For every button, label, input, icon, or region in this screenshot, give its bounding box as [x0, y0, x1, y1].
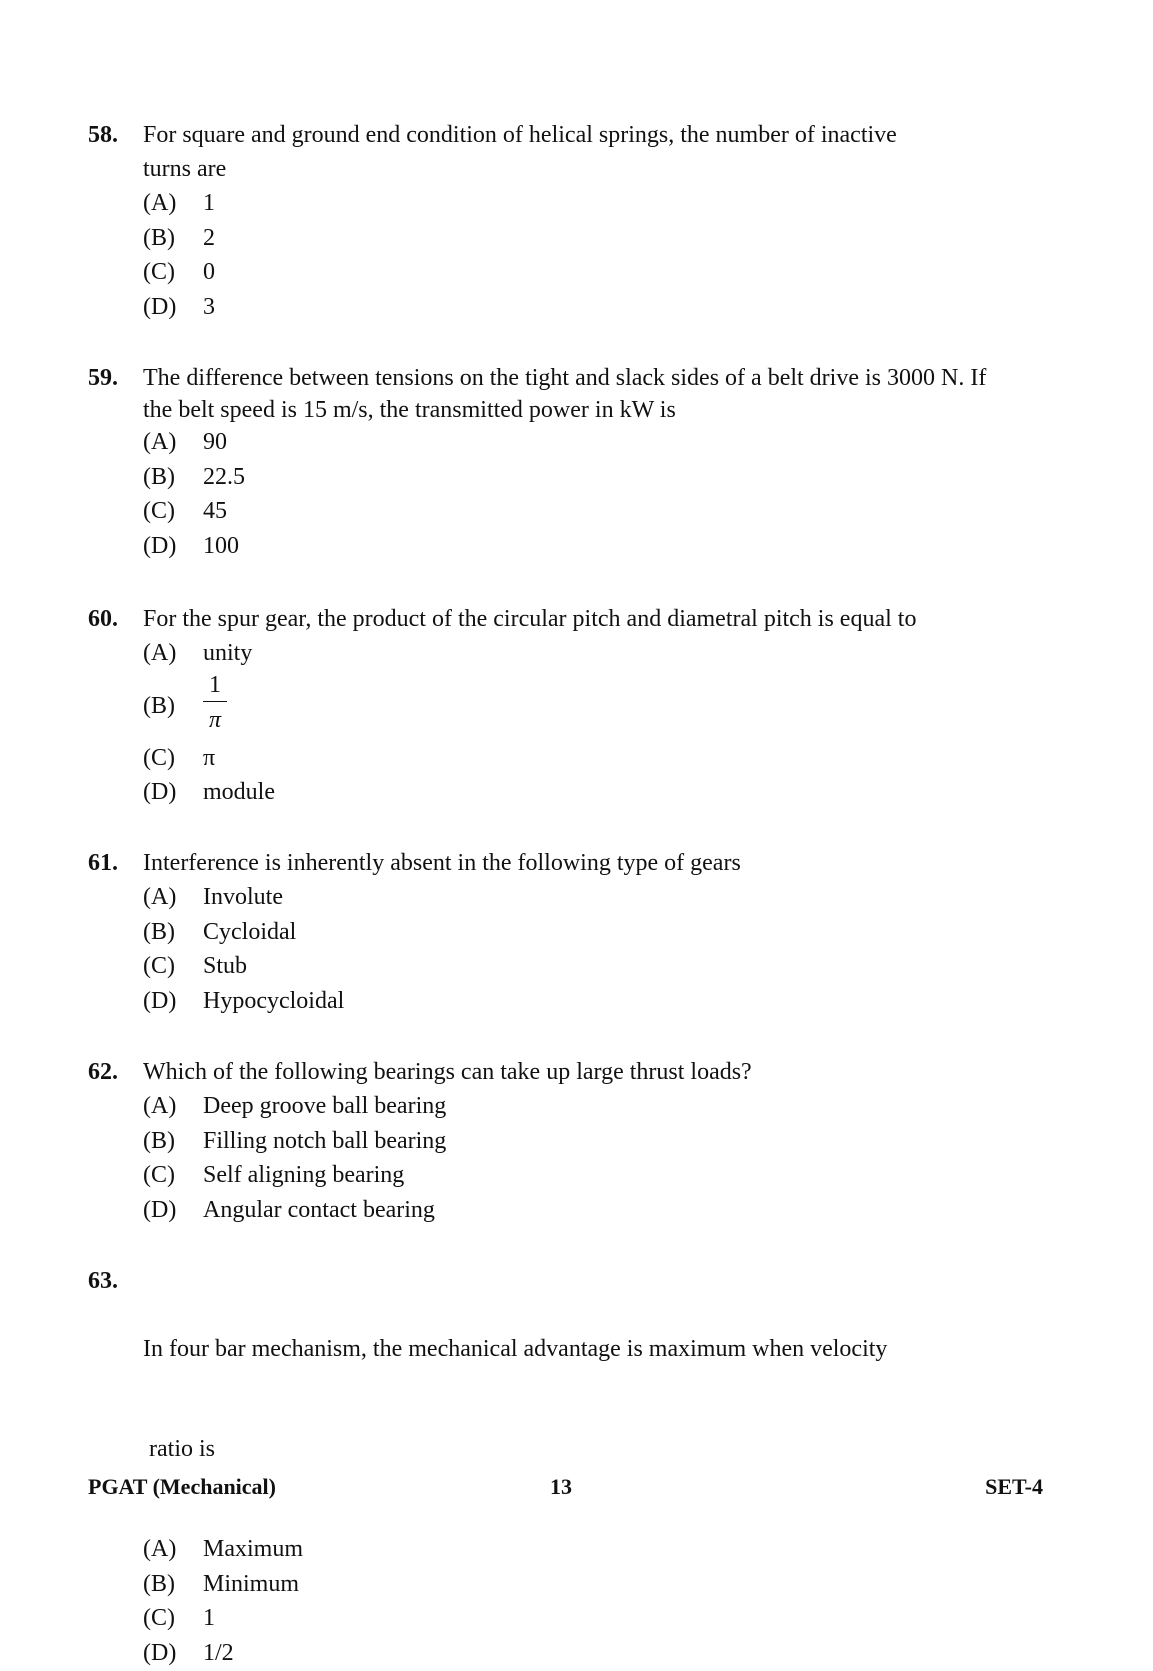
question-number: 63. [88, 1268, 118, 1294]
option-text: 100 [203, 533, 239, 560]
option-text: 0 [203, 259, 215, 286]
option-text: 90 [203, 429, 227, 455]
option-label: (C) [143, 1605, 175, 1632]
option-label: (D) [143, 294, 177, 321]
question-number: 61. [88, 850, 118, 876]
question-number: 60. [88, 606, 118, 632]
stem-line: For the spur gear, the product of the circular pitch and diametral pitch is equal to [143, 606, 917, 632]
option-text: 45 [203, 498, 227, 525]
option-label: (A) [143, 1093, 177, 1119]
option-text: Involute [203, 884, 283, 910]
option-c [88, 1158, 1068, 1193]
option-text: Maximum [203, 1536, 303, 1562]
question-number: 59. [88, 365, 118, 391]
option-text: 3 [203, 294, 215, 321]
option-c [88, 494, 1068, 529]
fraction-numerator: 1 [203, 673, 227, 702]
option-b [88, 1124, 1068, 1159]
option-text: Deep groove ball bearing [203, 1093, 447, 1119]
option-b [88, 915, 1068, 950]
question-stem [143, 118, 1068, 186]
option-b [88, 221, 1068, 256]
option-d [88, 1193, 1068, 1228]
question-58 [88, 118, 1068, 325]
option-c [88, 741, 1068, 776]
option-a [88, 1089, 1068, 1124]
question-stem [143, 602, 1068, 636]
option-label: (A) [143, 884, 177, 910]
stem-line: ratio is [143, 1436, 215, 1462]
option-text: Minimum [203, 1570, 300, 1597]
page-footer [88, 1470, 1043, 1504]
option-label: (B) [143, 918, 175, 945]
option-text: 1 [203, 190, 215, 216]
option-a [88, 425, 1068, 460]
option-d [88, 529, 1068, 564]
footer-exam-name: PGAT (Mechanical) [88, 1474, 276, 1499]
stem-line: For square and ground end condition of helical springs, the number of inactive [143, 122, 897, 148]
set-label: SET-4 [985, 1474, 1043, 1499]
question-59 [88, 361, 1068, 564]
option-a [88, 186, 1068, 221]
option-label: (C) [143, 498, 175, 525]
stem-line: The difference between tensions on the tight and slack sides of a belt drive is 3000 N. If [143, 365, 987, 391]
option-text: 1 [203, 1605, 215, 1632]
option-text: Angular contact bearing [203, 1197, 435, 1224]
question-stem [143, 846, 1068, 880]
question-number: 62. [88, 1059, 118, 1085]
option-a [88, 880, 1068, 915]
option-c [88, 255, 1068, 290]
stem-line: the belt speed is 15 m/s, the transmitted power in kW is [143, 397, 676, 423]
option-b [88, 671, 1068, 741]
option-label: (B) [143, 463, 175, 490]
option-text: Self aligning bearing [203, 1162, 405, 1189]
option-label: (C) [143, 259, 175, 286]
option-d [88, 775, 1068, 810]
question-stem [143, 361, 1068, 425]
fraction-one-over-pi [203, 673, 227, 732]
option-text: 22.5 [203, 463, 245, 490]
question-62 [88, 1055, 1068, 1228]
option-label: (A) [143, 190, 177, 216]
stem-line: In four bar mechanism, the mechanical advantage is maximum when velocity [143, 1336, 888, 1362]
option-label: (D) [143, 779, 177, 806]
question-60 [88, 602, 1068, 810]
question-63 [88, 1264, 1068, 1671]
option-text: Hypocycloidal [203, 988, 345, 1015]
option-label: (D) [143, 1640, 177, 1667]
page-number: 13 [550, 1474, 572, 1499]
option-text: π [203, 744, 216, 771]
option-text: 2 [203, 224, 215, 251]
option-label: (B) [143, 1127, 175, 1154]
question-61 [88, 846, 1068, 1019]
option-d [88, 1636, 1068, 1671]
option-b [88, 1567, 1068, 1602]
option-text: Cycloidal [203, 918, 297, 945]
option-label: (D) [143, 988, 177, 1015]
option-label: (D) [143, 1197, 177, 1224]
option-label: (D) [143, 533, 177, 560]
option-label: (C) [143, 953, 175, 980]
option-text: unity [203, 640, 253, 666]
option-label: (A) [143, 640, 177, 666]
option-label: (B) [143, 692, 175, 719]
option-c [88, 949, 1068, 984]
fraction-denominator: π [208, 706, 222, 733]
option-label: (B) [143, 224, 175, 251]
option-label: (C) [143, 744, 175, 771]
option-label: (B) [143, 1570, 175, 1597]
option-a [88, 1532, 1068, 1567]
question-stem [143, 1055, 1068, 1089]
stem-line: Interference is inherently absent in the following type of gears [143, 850, 741, 876]
option-text: 1/2 [203, 1640, 234, 1667]
question-number: 58. [88, 122, 118, 148]
option-d [88, 984, 1068, 1019]
option-text: Stub [203, 953, 248, 980]
option-label: (C) [143, 1162, 175, 1189]
option-label: (A) [143, 429, 177, 455]
option-label: (A) [143, 1536, 177, 1562]
option-d [88, 290, 1068, 325]
option-c [88, 1601, 1068, 1636]
stem-line: Which of the following bearings can take up large thrust loads? [143, 1059, 752, 1085]
option-b [88, 460, 1068, 495]
option-a [88, 636, 1068, 671]
stem-line: turns are [143, 156, 227, 182]
option-text: module [203, 779, 275, 806]
option-text: Filling notch ball bearing [203, 1127, 447, 1154]
